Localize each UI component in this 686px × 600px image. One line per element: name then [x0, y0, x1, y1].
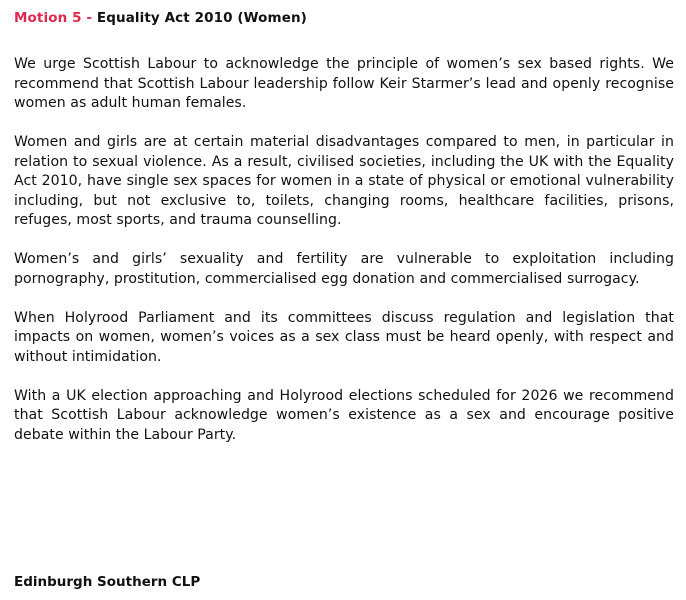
motion-paragraph-5: With a UK election approaching and Holyrood elections scheduled for 2026 we recommend that Scottish Labour acknowledge women’s existence as a sex and encourage positive debate within the Labour Party. [14, 387, 674, 443]
motion-paragraph-3: Women’s and girls’ sexuality and fertility are vulnerable to exploitation including pornography, prostitution, commercialised egg donation and commercialised surrogacy. [14, 251, 674, 287]
motion-paragraph-2: Women and girls are at certain material disadvantages compared to men, in particular in relation to sexual violence. As a result, civilised societies, including the UK with the Equality Act 2010, have single sex spaces for women in a state of physical or emotional vulnerability including, but not exclusive to, toilets, changing rooms, healthcare facilities, prisons, refuges, most sports, and trauma counselling. [14, 134, 674, 228]
motion-number-label: Motion 5 [14, 10, 82, 26]
motion-body [14, 55, 674, 445]
motion-paragraph-4: When Holyrood Parliament and its committees discuss regulation and legislation that impacts on women, women’s voices as a sex class must be heard openly, with respect and without intimidation. [14, 309, 674, 365]
heading-separator: - [86, 10, 93, 26]
motion-title: Equality Act 2010 (Women) [96, 10, 307, 26]
submitting-clp-signature: Edinburgh Southern CLP [14, 574, 201, 590]
motion-document [14, 8, 674, 465]
motion-heading [14, 8, 674, 28]
motion-paragraph-1: We urge Scottish Labour to acknowledge the principle of women’s sex based rights. We recommend that Scottish Labour leadership follow Keir Starmer’s lead and openly recognise women as adult human females. [14, 56, 674, 111]
